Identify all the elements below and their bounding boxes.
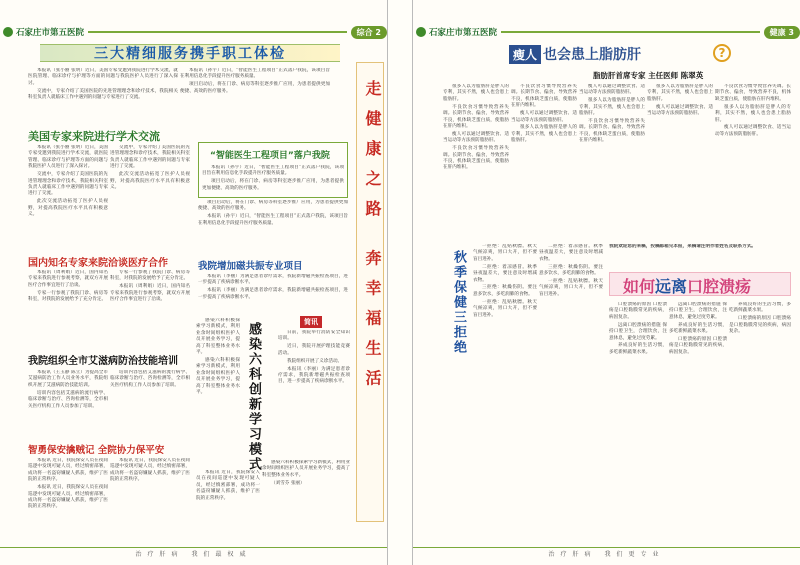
submission-note: 我院欢迎您的来稿，投稿邮箱见本报，来稿请注明作者姓名及联系方式。 [609, 244, 757, 249]
autumn-tips-col-1: 一拒绝：乱贴秋膘。秋天气候凉爽，胃口大开，但不要盲目进补。 二拒绝：着凉感冒。秋季昼夜温差大，要注意及时增减衣物。 三拒绝：秋燥伤阴。要注意多饮水，多吃润肺的食物。 一拒绝：乱贴秋膘。秋天气候凉爽，胃口大开，但不要盲目进补。 [473, 244, 537, 318]
expert-byline: 脂肪肝首席专家 主任医师 陈翠英 [593, 71, 704, 80]
autumn-tips-col-2: 二拒绝：着凉感冒。秋季昼夜温差大，要注意及时增减衣物。 三拒绝：秋燥伤阴。要注意多饮水，多吃润肺的食物。 一拒绝：乱贴秋膘。秋天气候凉爽，胃口大开，但不要盲目进补。 [539, 244, 603, 297]
intro-article: 本报讯（张小丽 张明）近日，美国专家受邀到我院进行学术交流，就医院管理、临床诊疗与护理等方面的问题与我院医护人员进行了深入探讨。 交流中，专家介绍了美国医院的先进管理理念和诊疗技术，我院相关科室负责人就临床工作中遇到的问题与专家进行了交流。 [28, 68, 178, 101]
article-domestic-experts: 本报讯（周利娟）近日，国内知名专家来我院进行参观考察，就双方开展医疗合作事宜进行了洽谈。 专家一行参观了我院门诊、病房等科室，对我院的发展给予了充分肯定。 [28, 270, 108, 303]
title-prefix: 瘦人 [509, 45, 541, 64]
right-footer [413, 547, 800, 559]
article-aids-training-2: 培训内容包括艾滋病的流行病学、临床诊断与治疗、咨询检测等，全市相关医疗机构工作人员参加了培训。 [110, 370, 190, 388]
hospital-name-right: 石家庄市第五医院 [429, 28, 498, 38]
headline-us-experts: 美国专家来院进行学术交流 [28, 130, 160, 143]
article-infection-dept: 感染六科积极探索学习新模式，利用业余时间组织医护人员开展业务学习，提高了科室整体业务水平。 感染六科积极探索学习新模式，利用业余时间组织医护人员开展业务学习，提高了科室整体业务水平。 [196, 318, 240, 395]
headline-infection-dept: 感染六科创新学习模式 [246, 322, 261, 472]
brief-list: 日前，我院举行消防安全知识培训。 近日，我院开展护理技能竞赛活动。 我院组织开展了义诊活动。 本报讯（李丽）为满足患者诊疗需求，我院新增磁共振检查项目，进一步提高了疾病诊断水平。 [278, 330, 350, 385]
article-aids-training: 本报讯（王玉静 陈立）为提高全市艾滋病防治工作人员业务水平，我院组织开展了艾滋病防治技能培训。 培训内容包括艾滋病的流行病学、临床诊断与治疗、咨询检测等，全市相关医疗机构工作人员参加了培训。 [28, 370, 108, 409]
section-label: 综合 2 [351, 26, 387, 39]
ulcer-col-3: 养成良好的生活习惯，多吃新鲜蔬菜水果。 口腔溃疡的原因 口腔溃疡是口腔黏膜常见的疾病，病因复杂。 [729, 302, 791, 335]
article-domestic-experts-2: 专家一行参观了我院门诊、病房等科室，对我院的发展给予了充分肯定。 本报讯（周利娟）近日，国内知名专家来我院进行参观考察，就双方开展医疗合作事宜进行了洽谈。 [110, 270, 190, 303]
page-banner [40, 44, 340, 62]
title-rest: 也会患上脂肪肝 [543, 47, 642, 63]
fatty-liver-col-3: 瘦人可以通过调整饮食、适当运动等方法预防脂肪肝。 很多人以为脂肪肝是胖人的专利，其实不然，瘦人也会患上脂肪肝。 不良饮食习惯导致营养失调。长期节食、偏食，导致营养不良，机体缺乏蛋白质，使脂肪在肝内堆积。 [579, 84, 645, 144]
fatty-liver-col-4: 很多人以为脂肪肝是胖人的专利，其实不然，瘦人也会患上脂肪肝。 瘦人可以通过调整饮食、适当运动等方法预防脂肪肝。 [647, 84, 713, 117]
right-footer-text: 治疗肝病 我们更专业 [548, 551, 665, 558]
right-header [413, 24, 800, 40]
left-page [0, 0, 388, 565]
section-label-right: 健康 3 [764, 26, 800, 39]
left-footer-text: 治疗肝病 我们最权威 [135, 551, 252, 558]
right-page [412, 0, 800, 565]
spread-gutter [388, 0, 412, 565]
vertical-slogan: 走健康之路 奔幸福生活 [363, 80, 382, 400]
fatty-liver-col-2: 不良饮食习惯导致营养失调。长期节食、偏食，导致营养不良，机体缺乏蛋白质，使脂肪在肝内堆积。 瘦人可以通过调整饮食、适当运动等方法预防脂肪肝。 很多人以为脂肪肝是胖人的专利，其实不然，瘦人也会患上脂肪肝。 [511, 84, 577, 144]
header-rule [88, 31, 347, 33]
intro-article-2: 本报讯（孙宇）近日，“智能医生工程项目”正式落户我院，该项目旨在利用信息化手段提升医疗服务质量。 项目启动后，将在门诊、病房等科室逐步推广应用，为患者提供更加便捷、高效的医疗服务。 [180, 68, 330, 94]
headline-security: 智勇保安擒贼记 全院协力保平安 [28, 445, 165, 456]
article-security: 本报讯 近日，我院保安人员在夜间巡逻中发现可疑人员，经过缜密部署，成功将一名盗窃嫌疑人抓获，维护了医院的正常秩序。 本报讯 近日，我院保安人员在夜间巡逻中发现可疑人员，经过缜密部署，成功将一名盗窃嫌疑人抓获，维护了医院的正常秩序。 [28, 458, 108, 510]
article-infection-dept-2: 感染六科积极探索学习新模式，利用业余时间组织医护人员开展业务学习，提高了科室整体业务水平。 （刘雪芬 张丽） [262, 460, 350, 486]
ulcer-col-1: 口腔溃疡的原因 口腔溃疡是口腔黏膜常见的疾病，病因复杂。 远离口腔溃疡的措施 保持口腔卫生，合理饮食，注意休息，避免过度劳累。 养成良好的生活习惯，多吃新鲜蔬菜水果。 [609, 302, 667, 355]
fatty-liver-col-5: 不良饮食习惯导致营养失调。长期节食、偏食，导致营养不良，机体缺乏蛋白质，使脂肪在肝内堆积。 很多人以为脂肪肝是胖人的专利，其实不然，瘦人也会患上脂肪肝。 瘦人可以通过调整饮食、适当运动等方法预防脂肪肝。 [715, 84, 791, 137]
headline-aids-training: 我院组织全市艾滋病防治技能培训 [28, 356, 178, 367]
headline-smart-doctor: “智能医生工程项目”落户我院 [210, 151, 330, 161]
article-security-3: 本报讯 近日，我院保安人员在夜间巡逻中发现可疑人员，经过缜密部署，成功将一名盗窃嫌疑人抓获，维护了医院的正常秩序。 [196, 470, 260, 501]
banner-title: 三大精细服务携手职工体检 [94, 46, 286, 62]
header-rule-right [501, 31, 760, 33]
brief-badge: 简讯 [300, 316, 322, 328]
fatty-liver-title [509, 44, 641, 64]
left-footer [0, 547, 387, 559]
article-us-experts: 本报讯（张小丽 张明）近日，美国专家受邀到我院进行学术交流，就医院管理、临床诊疗与护理等方面的问题与我院医护人员进行了深入探讨。 交流中，专家介绍了美国医院的先进管理理念和诊疗技术，我院相关科室负责人就临床工作中遇到的问题与专家进行了交流。 此次交流活动拓宽了医护人员视野，对提高我院医疗水平具有积极意义。 [28, 145, 108, 218]
ulcer-title: 如何远离口腔溃疡 [623, 277, 752, 296]
headline-domestic-experts: 国内知名专家来院洽谈医疗合作 [28, 258, 168, 269]
article-security-2: 本报讯 近日，我院保安人员在夜间巡逻中发现可疑人员，经过缜密部署，成功将一名盗窃嫌疑人抓获，维护了医院的正常秩序。 [110, 458, 190, 483]
ulcer-col-2: 远离口腔溃疡的措施 保持口腔卫生，合理饮食，注意休息，避免过度劳累。 养成良好的生活习惯，多吃新鲜蔬菜水果。 口腔溃疡的原因 口腔溃疡是口腔黏膜常见的疾病，病因复杂。 [669, 302, 727, 355]
article-smart-doctor: 本报讯（孙宇）近日，“智能医生工程项目”正式落户我院，该项目旨在利用信息化手段提升医疗服务质量。 项目启动后，将在门诊、病房等科室逐步推广应用，为患者提供更加便捷、高效的医疗服务。 [202, 165, 344, 191]
hospital-logo-icon [3, 27, 13, 37]
headline-mri: 我院增加磁共振专业项目 [198, 261, 303, 272]
hospital-name: 石家庄市第五医院 [16, 28, 85, 38]
byline-infection: （刘雪芬 张丽） [271, 480, 305, 486]
article-us-experts-2: 交流中，专家介绍了美国医院的先进管理理念和诊疗技术，我院相关科室负责人就临床工作中遇到的问题与专家进行了交流。 此次交流活动拓宽了医护人员视野，对提高我院医疗水平具有积极意义。 [110, 145, 190, 190]
hospital-logo-icon-right [416, 27, 426, 37]
headline-autumn-tips: 秋季保健三拒绝 [451, 250, 466, 355]
question-mark-icon: ? [713, 44, 731, 62]
left-header [0, 24, 387, 40]
article-smart-doctor-2: 项目启动后，将在门诊、病房等科室逐步推广应用，为患者提供更加便捷、高效的医疗服务。 本报讯（孙宇）近日，“智能医生工程项目”正式落户我院，该项目旨在利用信息化手段提升医疗服务质量。 [198, 200, 348, 226]
fatty-liver-col-1: 很多人以为脂肪肝是胖人的专利，其实不然，瘦人也会患上脂肪肝。 不良饮食习惯导致营养失调。长期节食、偏食，导致营养不良，机体缺乏蛋白质，使脂肪在肝内堆积。 瘦人可以通过调整饮食、适当运动等方法预防脂肪肝。 不良饮食习惯导致营养失调。长期节食、偏食，导致营养不良，机体缺乏蛋白质，使脂肪在肝内堆积。 [443, 84, 509, 171]
article-mri: 本报讯（李丽）为满足患者诊疗需求，我院新增磁共振检查项目，进一步提高了疾病诊断水平。 本报讯（李丽）为满足患者诊疗需求，我院新增磁共振检查项目，进一步提高了疾病诊断水平。 [198, 274, 348, 300]
